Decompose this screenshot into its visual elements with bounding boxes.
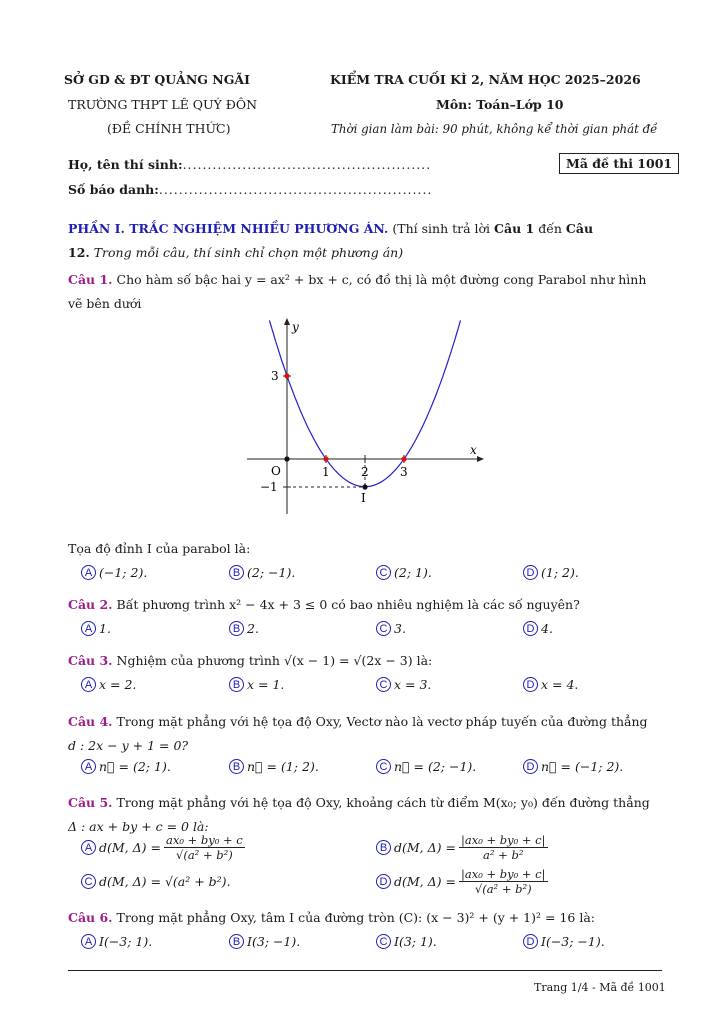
dept-name: SỞ GD & ĐT QUẢNG NGÃI — [64, 72, 250, 87]
option-text: x = 4. — [541, 677, 579, 692]
q5b-den: a² + b² — [483, 848, 524, 862]
option-letter: A — [81, 840, 96, 855]
option-text: (2; 1). — [394, 565, 432, 580]
option-letter: C — [81, 874, 96, 889]
option-text: I(3; −1). — [247, 934, 301, 949]
q1-text-2: vẽ bên dưới — [68, 296, 142, 311]
option-text: 4. — [541, 621, 553, 636]
option-text: I(3; 1). — [394, 934, 437, 949]
q6-option-d[interactable] — [523, 934, 605, 949]
option-letter: C — [376, 759, 391, 774]
option-letter: D — [523, 759, 538, 774]
option-text: 2. — [247, 621, 259, 636]
q5-label: Câu 5. — [68, 795, 113, 810]
q6-stem — [68, 910, 662, 925]
option-letter: B — [229, 759, 244, 774]
q6-option-c[interactable] — [376, 934, 437, 949]
q5-text-2: Δ : ax + by + c = 0 là: — [68, 819, 209, 834]
q4-option-d[interactable] — [523, 759, 623, 774]
option-letter: D — [523, 677, 538, 692]
q2-option-a[interactable] — [81, 621, 111, 636]
point-root-3 — [401, 456, 406, 461]
option-letter: D — [523, 621, 538, 636]
option-letter: B — [229, 621, 244, 636]
origin-label: O — [271, 464, 281, 478]
option-letter: B — [229, 565, 244, 580]
option-letter: C — [376, 677, 391, 692]
point-root-1 — [323, 456, 328, 461]
q5d-lhs: d(M, Δ) = — [394, 874, 456, 889]
y-axis-label: y — [292, 320, 299, 334]
section-den: đến — [534, 221, 566, 236]
page-footer: Trang 1/4 - Mã đề 1001 — [534, 981, 666, 994]
option-text: n⃗ = (2; −1). — [394, 759, 477, 774]
option-letter: B — [229, 934, 244, 949]
q2-option-b[interactable] — [229, 621, 259, 636]
q3-option-b[interactable] — [229, 677, 284, 692]
q5-text-1: Trong mặt phẳng với hệ tọa độ Oxy, khoảng cách từ điểm M(x₀; y₀) đến đường thẳng — [116, 795, 650, 810]
q5d-den: √(a² + b²) — [474, 882, 532, 896]
q2-text: Bất phương trình x² − 4x + 3 ≤ 0 có bao nhiêu nghiệm là các số nguyên? — [116, 597, 580, 612]
q6-text: Trong mặt phẳng Oxy, tâm I của đường tròn (C): (x − 3)² + (y + 1)² = 16 là: — [116, 910, 595, 925]
q3-label: Câu 3. — [68, 653, 113, 668]
option-text: (1; 2). — [541, 565, 579, 580]
option-letter: A — [81, 565, 96, 580]
q5b-fraction — [459, 833, 548, 862]
option-letter: A — [81, 759, 96, 774]
option-text: x = 2. — [99, 677, 137, 692]
tick-label-m1: −1 — [260, 480, 278, 494]
option-letter: C — [376, 565, 391, 580]
point-origin — [284, 456, 289, 461]
point-vertex — [362, 484, 367, 489]
id-dots: ....................................................... — [158, 182, 433, 197]
option-text: n⃗ = (1; 2). — [247, 759, 319, 774]
q5-option-a[interactable] — [81, 833, 245, 862]
q3-option-a[interactable] — [81, 677, 136, 692]
q2-stem — [68, 597, 662, 612]
option-letter: D — [523, 934, 538, 949]
y-axis-arrow — [284, 318, 290, 325]
x-axis-label: x — [470, 443, 477, 457]
q1-option-c[interactable] — [376, 565, 432, 580]
section-cau: Câu — [565, 221, 594, 236]
vertex-label: I — [361, 491, 366, 505]
option-text: I(−3; 1). — [99, 934, 153, 949]
option-text: n⃗ = (2; 1). — [99, 759, 171, 774]
q5-option-d[interactable] — [376, 867, 548, 896]
option-letter: A — [81, 621, 96, 636]
q2-option-d[interactable] — [523, 621, 553, 636]
option-letter: A — [81, 934, 96, 949]
q5c-text: d(M, Δ) = √(a² + b²). — [99, 874, 231, 889]
x-axis-arrow — [477, 456, 484, 462]
option-text: x = 3. — [394, 677, 432, 692]
q5-option-b[interactable] — [376, 833, 548, 862]
q6-option-b[interactable] — [229, 934, 300, 949]
q5d-num: |ax₀ + by₀ + c| — [460, 867, 546, 881]
tick-label-3: 3 — [271, 369, 279, 383]
q1-text-3: Tọa độ đỉnh I của parabol là: — [68, 541, 251, 556]
subject: Môn: Toán–Lớp 10 — [436, 97, 564, 112]
q3-stem — [68, 653, 662, 668]
q6-option-a[interactable] — [81, 934, 152, 949]
option-letter: D — [376, 874, 391, 889]
option-letter: C — [376, 621, 391, 636]
q1-label: Câu 1. — [68, 272, 113, 287]
time-note: Thời gian làm bài: 90 phút, không kể thời gian phát đề — [331, 122, 658, 136]
option-text: (−1; 2). — [99, 565, 148, 580]
section-cau1: Câu 1 — [494, 221, 535, 236]
name-label: Họ, tên thí sinh: — [68, 157, 183, 172]
exam-title: KIỂM TRA CUỐI KÌ 2, NĂM HỌC 2025–2026 — [330, 72, 641, 87]
q5a-fraction — [164, 833, 245, 862]
q5a-num: ax₀ + by₀ + c — [165, 833, 243, 847]
tick-label-x3: 3 — [400, 465, 408, 479]
q3-option-c[interactable] — [376, 677, 431, 692]
section-heading — [68, 217, 662, 265]
q5-option-c[interactable] — [81, 874, 231, 889]
id-row — [68, 182, 432, 197]
exam-code-box: Mã đề thi 1001 — [559, 153, 679, 174]
footer-rule — [68, 970, 662, 971]
section-title: PHẦN I. TRẮC NGHIỆM NHIỀU PHƯƠNG ÁN. — [68, 221, 389, 236]
option-text: 1. — [99, 621, 111, 636]
q1-option-b[interactable] — [229, 565, 295, 580]
option-letter: C — [376, 934, 391, 949]
q4-stem — [68, 710, 662, 758]
tick-label-1: 1 — [322, 465, 330, 479]
option-text: 3. — [394, 621, 406, 636]
q4-option-a[interactable] — [81, 759, 171, 774]
option-letter: A — [81, 677, 96, 692]
q4-label: Câu 4. — [68, 714, 113, 729]
section-note-2: Trong mỗi câu, thí sinh chỉ chọn một phương án) — [89, 245, 404, 260]
q5a-den: √(a² + b²) — [176, 848, 233, 862]
name-row — [68, 157, 431, 172]
q1-option-a[interactable] — [81, 565, 147, 580]
option-letter: B — [376, 840, 391, 855]
parabola-graph — [240, 310, 490, 520]
section-cau12: 12. — [68, 245, 90, 260]
q5b-lhs: d(M, Δ) = — [394, 840, 456, 855]
option-text: (2; −1). — [247, 565, 296, 580]
point-y-intercept — [284, 373, 289, 378]
option-text: I(−3; −1). — [541, 934, 605, 949]
q6-label: Câu 6. — [68, 910, 113, 925]
option-letter: D — [523, 565, 538, 580]
option-text: n⃗ = (−1; 2). — [541, 759, 624, 774]
school-name: TRƯỜNG THPT LÊ QUÝ ĐÔN — [68, 97, 258, 112]
q1-stem — [68, 268, 662, 316]
q2-option-c[interactable] — [376, 621, 406, 636]
q3-text: Nghiệm của phương trình √(x − 1) = √(2x − 3) là: — [116, 653, 433, 668]
option-letter: B — [229, 677, 244, 692]
q4-text-1: Trong mặt phẳng với hệ tọa độ Oxy, Vectơ nào là vectơ pháp tuyến của đường thẳng — [116, 714, 648, 729]
tick-label-2: 2 — [361, 465, 369, 479]
q3-option-d[interactable] — [523, 677, 578, 692]
id-label: Số báo danh: — [68, 182, 159, 197]
section-note-1: (Thí sinh trả lời — [388, 221, 495, 236]
official-tag: (ĐỀ CHÍNH THỨC) — [107, 121, 231, 136]
name-dots: .................................................. — [182, 157, 432, 172]
q5d-fraction — [459, 867, 548, 896]
q1-option-d[interactable] — [523, 565, 579, 580]
q1-text-1: Cho hàm số bậc hai y = ax² + bx + c, có đồ thị là một đường cong Parabol như hình — [116, 272, 647, 287]
q5b-num: |ax₀ + by₀ + c| — [460, 833, 546, 847]
q4-option-c[interactable] — [376, 759, 476, 774]
q4-option-b[interactable] — [229, 759, 319, 774]
q5a-lhs: d(M, Δ) = — [99, 840, 161, 855]
q5-stem — [68, 791, 662, 839]
q4-text-2: d : 2x − y + 1 = 0? — [68, 738, 189, 753]
option-text: x = 1. — [247, 677, 285, 692]
q2-label: Câu 2. — [68, 597, 113, 612]
